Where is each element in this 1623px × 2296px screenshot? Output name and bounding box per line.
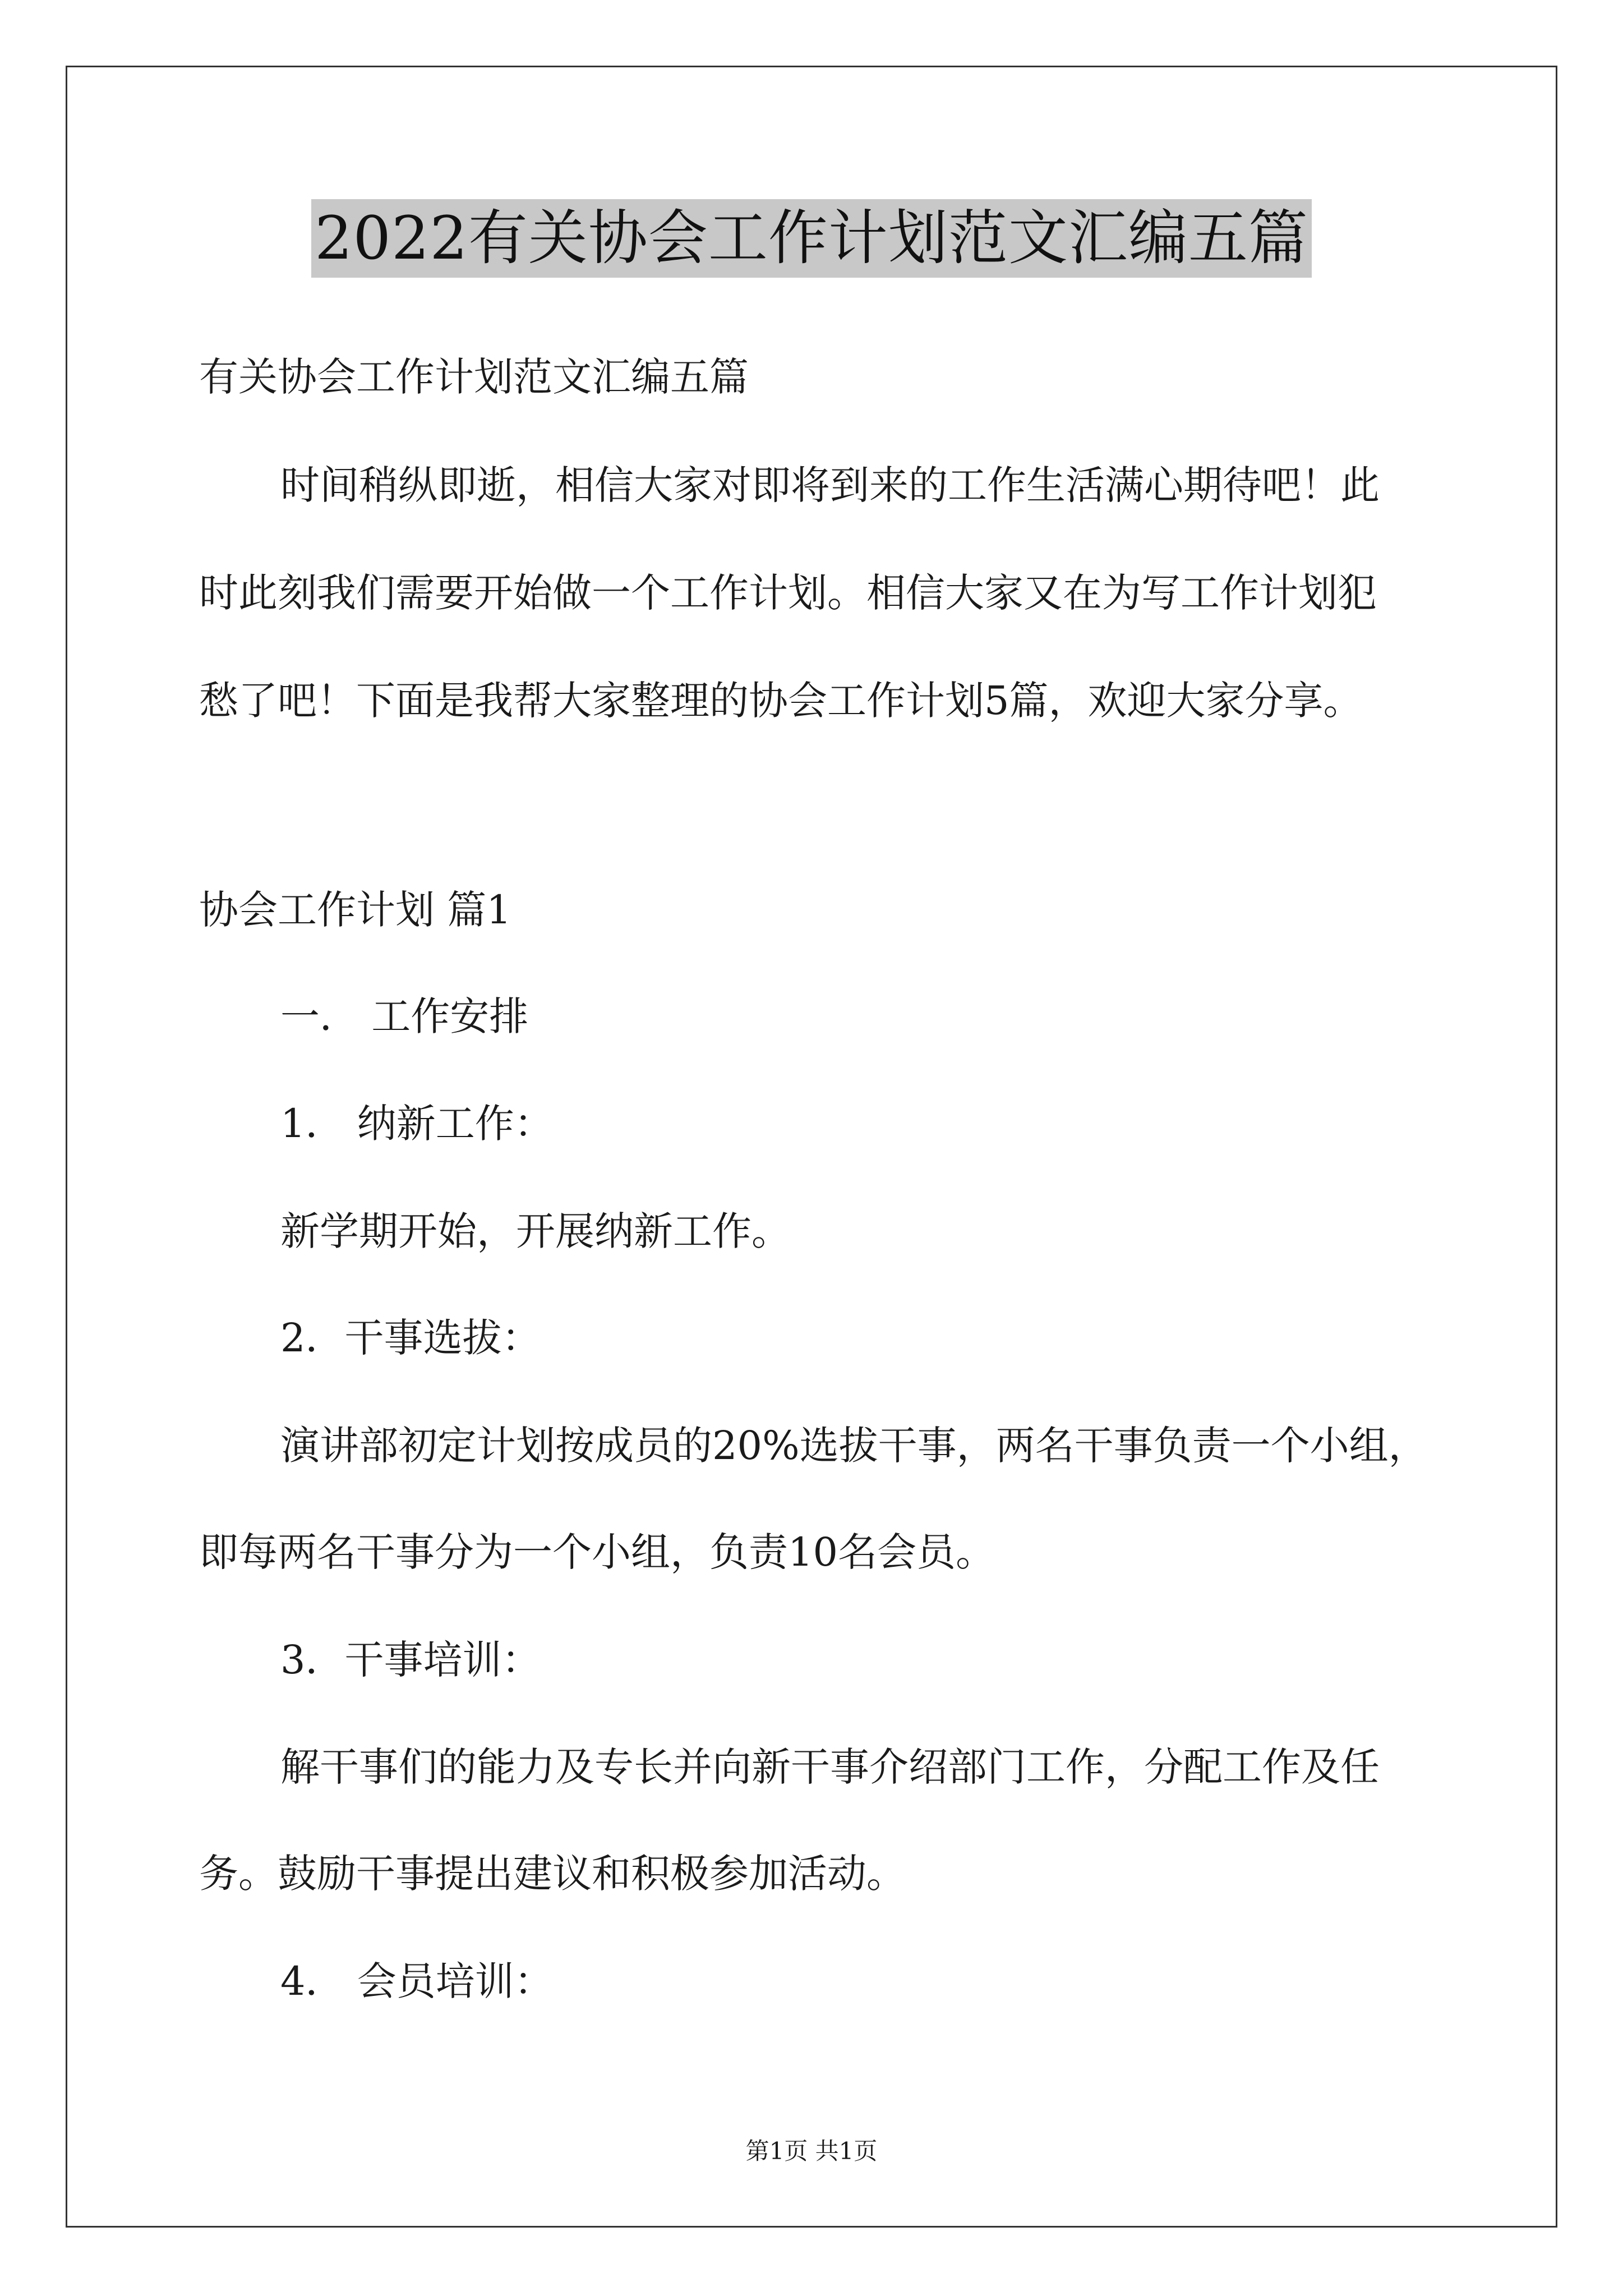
page-footer: 第1页 共1页 [745,2137,878,2165]
item-2-title: 2．干事选拔： [280,1315,541,1361]
item-1-title: 1． 纳新工作： [280,1101,554,1147]
title-container [0,199,1623,278]
item-3-body-line-2: 务。鼓励干事提出建议和积极参加活动。 [199,1851,906,1897]
document-title: 2022有关协会工作计划范文汇编五篇 [311,199,1312,278]
item-4-title: 4． 会员培训： [280,1958,554,2004]
item-3-title: 3．干事培训： [280,1637,541,1683]
intro-line-1: 时间稍纵即逝，相信大家对即将到来的工作生活满心期待吧！此 [280,462,1380,508]
item-2-body-line-1: 演讲部初定计划按成员的20%选拔干事，两名干事负责一个小组， [280,1423,1428,1469]
item-3-body-line-1: 解干事们的能力及专长并向新干事介绍部门工作，分配工作及任 [280,1744,1380,1790]
document-subtitle: 有关协会工作计划范文汇编五篇 [199,354,749,400]
section-heading: 协会工作计划 篇1 [199,887,511,933]
item-2-body-line-2: 即每两名干事分为一个小组，负责10名会员。 [199,1529,995,1575]
work-arrangement-heading: 一． 工作安排 [280,993,529,1039]
item-1-body: 新学期开始，开展纳新工作。 [280,1208,791,1254]
intro-line-3: 愁了吧！下面是我帮大家整理的协会工作计划5篇，欢迎大家分享。 [199,678,1363,724]
intro-line-2: 时此刻我们需要开始做一个工作计划。相信大家又在为写工作计划犯 [199,570,1377,616]
